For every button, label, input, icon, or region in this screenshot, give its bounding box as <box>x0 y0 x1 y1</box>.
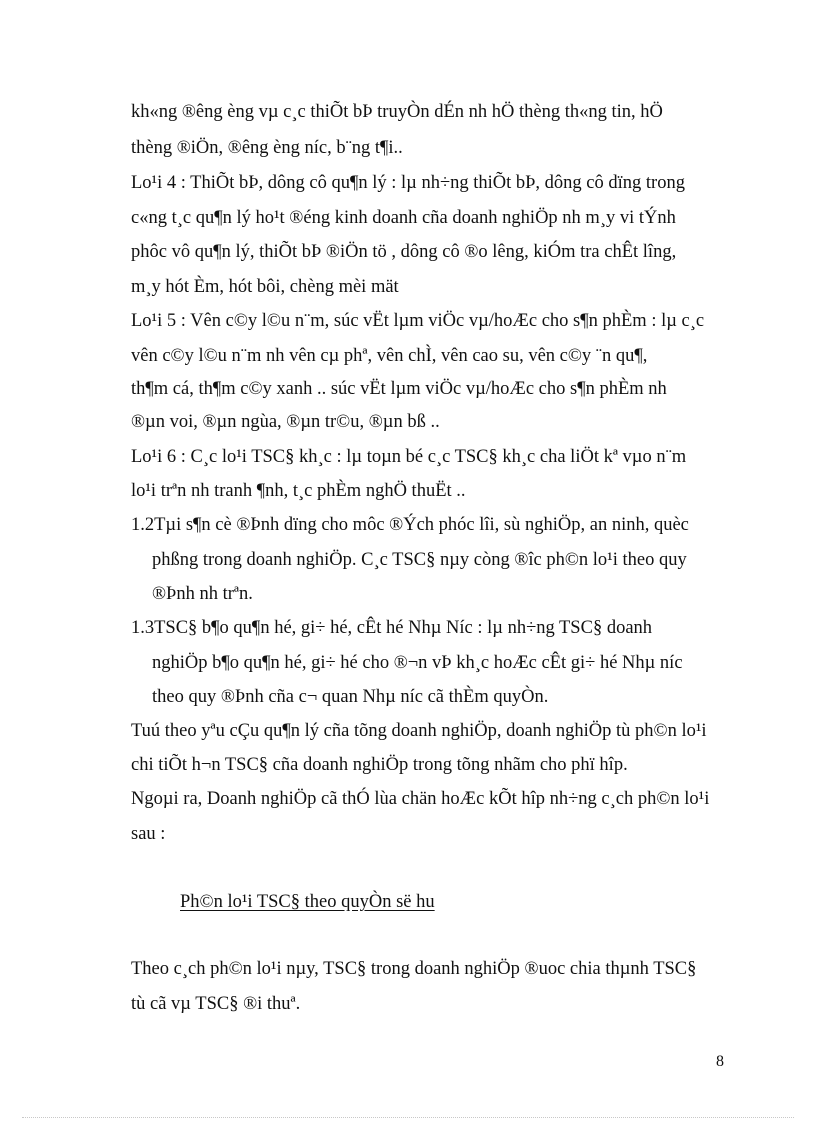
text-line: c«ng t¸c qu¶n lý ho¹t ®éng kinh doanh cña doanh nghiÖp nh m¸y vi tÝnh <box>131 208 676 228</box>
page-number: 8 <box>716 1053 724 1070</box>
text-line: m¸y hót Èm, hót bôi, chèng mèi mät <box>131 277 399 297</box>
page-bottom-divider <box>22 1117 794 1118</box>
text-line: Theo c¸ch ph©n lo¹i nµy, TSC§ trong doanh nghiÖp ®uoc chia thµnh TSC§ <box>131 959 697 979</box>
text-line: Lo¹i 6 : C¸c lo¹i TSC§ kh¸c : lµ toµn bé c¸c TSC§ kh¸c cha liÖt kª vµo n¨m <box>131 447 687 467</box>
section-heading: Ph©n lo¹i TSC§ theo quyÒn së hu <box>180 892 435 912</box>
text-line: 1.2Tµi s¶n cè ®Þnh dïng cho môc ®Ých phóc lîi, sù nghiÖp, an ninh, quèc <box>131 515 689 535</box>
text-line: kh«ng ®êng èng vµ c¸c thiÕt bÞ truyÒn dÉn nh hÖ thèng th«ng tin, hÖ <box>131 102 663 122</box>
text-line: chi tiÕt h¬n TSC§ cña doanh nghiÖp trong tõng nhãm cho phï hîp. <box>131 755 628 775</box>
text-line: 1.3TSC§ b¶o qu¶n hé, gi÷ hé, cÊt hé Nhµ Níc : lµ nh÷ng TSC§ doanh <box>131 618 653 638</box>
text-line: sau : <box>131 824 166 844</box>
text-line: lo¹i trªn nh tranh ¶nh, t¸c phÈm nghÖ thuËt .. <box>131 481 466 501</box>
text-line: vên c©y l©u n¨m nh vên cµ phª, vên chÌ, vên cao su, vên c©y ¨n qu¶, <box>131 346 648 366</box>
text-line: phßng trong doanh nghiÖp. C¸c TSC§ nµy còng ®îc ph©n lo¹i theo quy <box>152 550 687 570</box>
text-line: Tuú theo yªu cÇu qu¶n lý cña tõng doanh nghiÖp, doanh nghiÖp tù ph©n lo¹i <box>131 721 707 741</box>
text-line: th¶m cá, th¶m c©y xanh .. súc vËt lµm viÖc vµ/hoÆc cho s¶n phÈm nh <box>131 379 667 399</box>
text-line: Lo¹i 5 : Vên c©y l©u n¨m, súc vËt lµm viÖc vµ/hoÆc cho s¶n phÈm : lµ c¸c <box>131 311 705 331</box>
text-line: Ngoµi ra, Doanh nghiÖp cã thÓ lùa chän hoÆc kÕt hîp nh÷ng c¸ch ph©n lo¹i <box>131 789 710 809</box>
text-line: phôc vô qu¶n lý, thiÕt bÞ ®iÖn tö , dông cô ®o lêng, kiÓm tra chÊt lîng, <box>131 242 677 262</box>
text-line: ®µn voi, ®µn ngùa, ®µn tr©u, ®µn bß .. <box>131 412 440 432</box>
text-line: nghiÖp b¶o qu¶n hé, gi÷ hé cho ®¬n vÞ kh¸c hoÆc cÊt gi÷ hé Nhµ níc <box>152 653 683 673</box>
text-line: Lo¹i 4 : ThiÕt bÞ, dông cô qu¶n lý : lµ nh÷ng thiÕt bÞ, dông cô dïng trong <box>131 173 685 193</box>
text-line: tù cã vµ TSC§ ®i thuª. <box>131 994 301 1014</box>
text-line: ®Þnh nh trªn. <box>152 584 253 604</box>
text-line: thèng ®iÖn, ®êng èng níc, b¨ng t¶i.. <box>131 138 403 158</box>
text-line: theo quy ®Þnh cña c¬ quan Nhµ níc cã thÈm quyÒn. <box>152 687 549 707</box>
